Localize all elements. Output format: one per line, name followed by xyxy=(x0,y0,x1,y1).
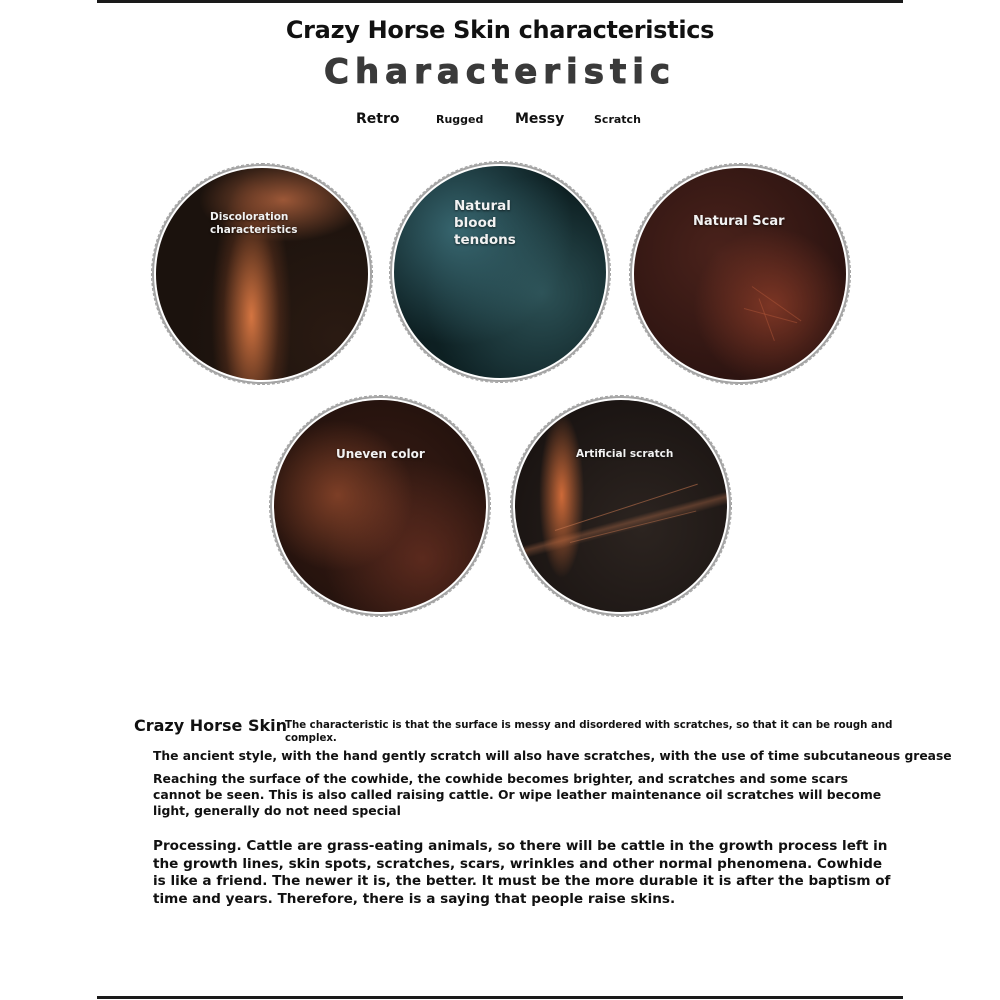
text-line: is like a friend. The newer it is, the better. It must be the more durable it is after the baptism of xyxy=(153,873,891,889)
leather-sample-discoloration xyxy=(156,168,368,380)
description-paragraph-3 xyxy=(153,838,890,908)
keyword-rugged: Rugged xyxy=(436,113,484,126)
scar-mark xyxy=(759,298,775,341)
text-line: complex. xyxy=(285,733,337,744)
bottom-divider xyxy=(97,996,903,999)
keyword-messy: Messy xyxy=(515,111,565,127)
leather-sample-artificial-scratch xyxy=(515,400,727,612)
leather-sample-natural-scar xyxy=(634,168,846,380)
description-ancient-style: The ancient style, with the hand gently scratch will also have scratches, with the use of time subcutaneous grease xyxy=(153,749,952,763)
text-line: cannot be seen. This is also called raising cattle. Or wipe leather maintenance oil scratches will become xyxy=(153,787,882,802)
text-line: Reaching the surface of the cowhide, the cowhide becomes brighter, and scratches and some scars xyxy=(153,771,848,786)
text-line: Processing. Cattle are grass-eating animals, so there will be cattle in the growth process left in xyxy=(153,838,888,854)
text-line: The characteristic is that the surface is messy and disordered with scratches, so that it can be rough and xyxy=(285,720,893,731)
top-divider xyxy=(97,0,903,3)
text-line: the growth lines, skin spots, scratches, scars, wrinkles and other normal phenomena. Cowhide xyxy=(153,855,883,872)
description-heading: Crazy Horse Skin xyxy=(134,716,287,735)
page-title: Crazy Horse Skin characteristics xyxy=(285,16,715,44)
scar-mark xyxy=(744,308,797,323)
leather-sample-blood-tendons xyxy=(394,166,606,378)
description-paragraph-2 xyxy=(153,771,881,819)
keyword-scratch: Scratch xyxy=(594,113,641,126)
scratch-mark xyxy=(555,484,698,531)
leather-sample-uneven-color xyxy=(274,400,486,612)
circle-label: Discoloration characteristics xyxy=(210,211,298,237)
circle-label: Artificial scratch xyxy=(576,448,674,460)
text-line: time and years. Therefore, there is a saying that people raise skins. xyxy=(153,890,676,907)
section-subtitle: Characteristic xyxy=(324,52,676,92)
circle-label: Natural Scar xyxy=(693,214,785,229)
scratch-mark xyxy=(570,511,696,543)
text-line: light, generally do not need special xyxy=(153,803,401,818)
circle-label: Natural blood tendons xyxy=(454,198,516,248)
keyword-retro: Retro xyxy=(356,111,400,127)
circle-label: Uneven color xyxy=(336,447,425,461)
description-intro xyxy=(285,719,892,745)
